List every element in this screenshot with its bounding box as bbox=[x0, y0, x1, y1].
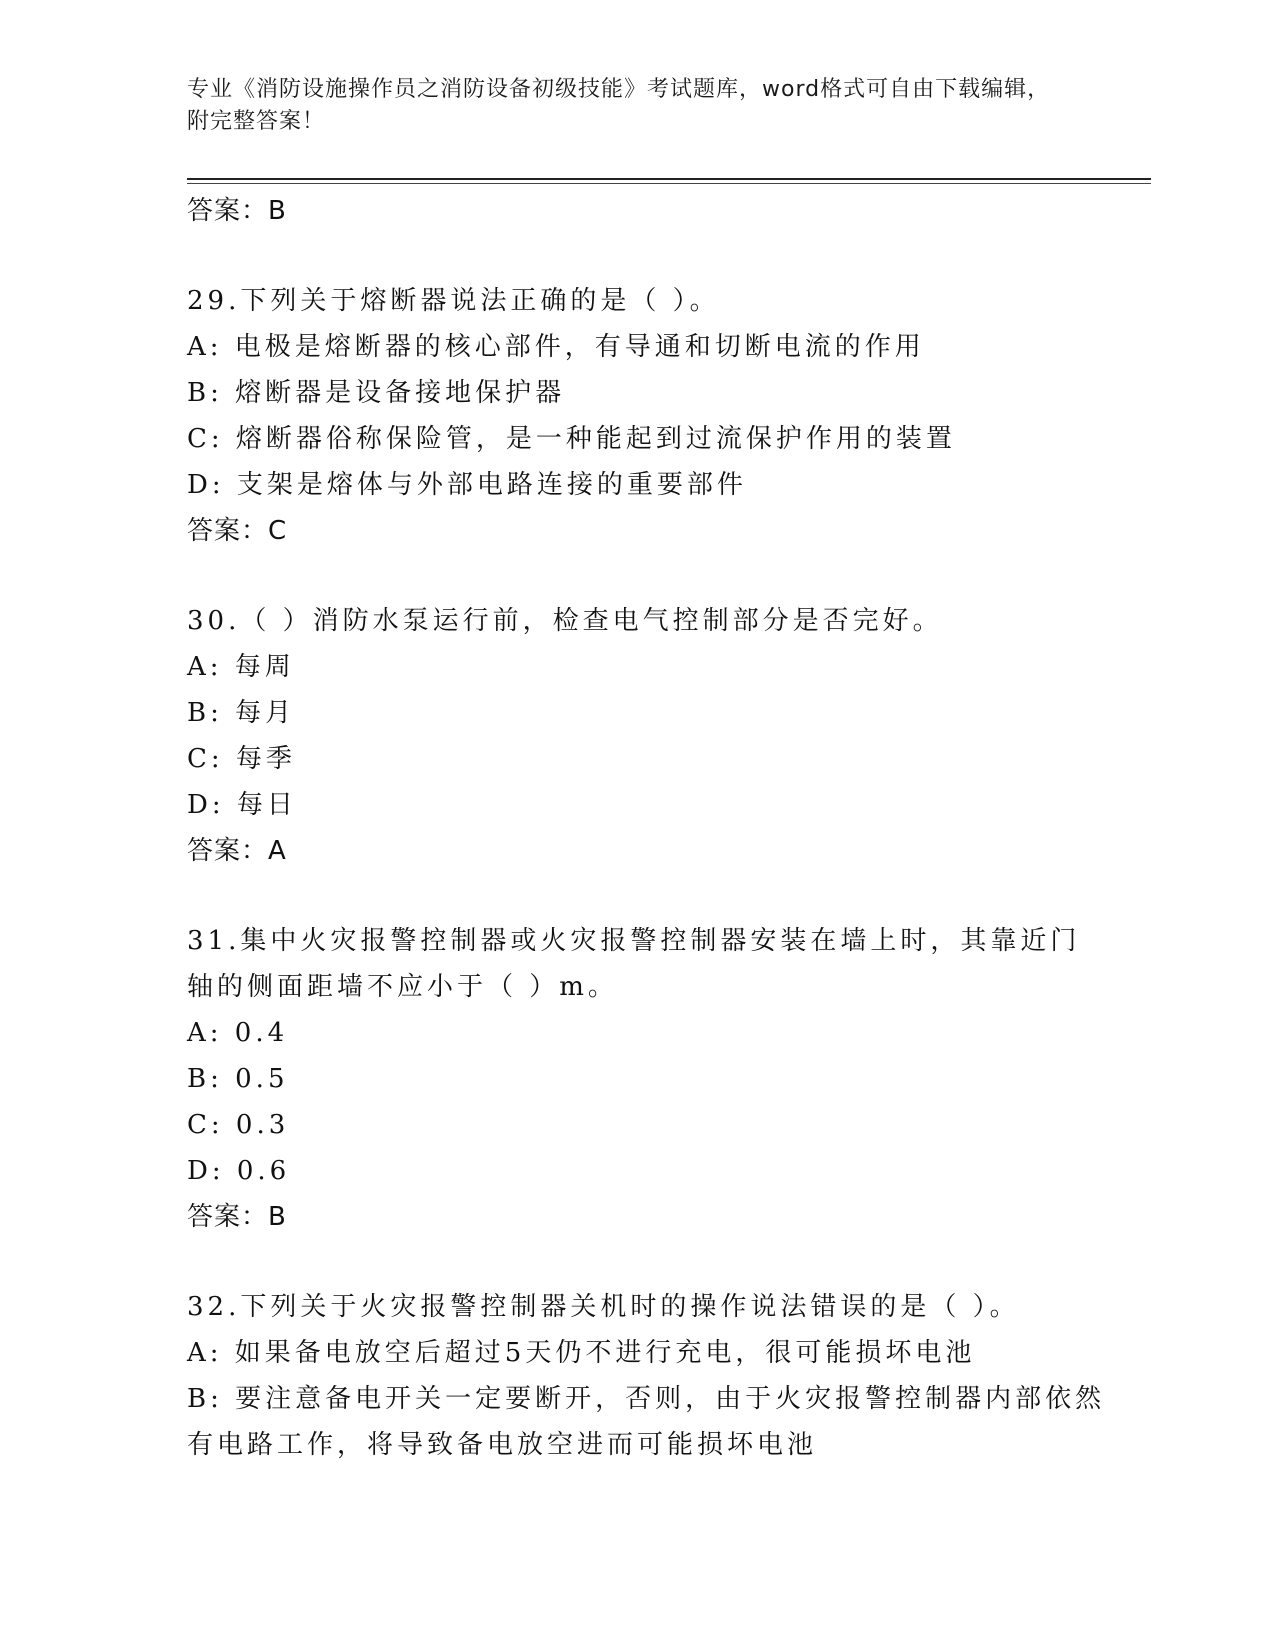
answer: 答案：C bbox=[187, 516, 288, 546]
document-title: 专业《消防设施操作员之消防设备初级技能》考试题库，word格式可自由下载编辑，附完整答案！ bbox=[187, 77, 1051, 134]
header-divider-secondary bbox=[187, 183, 1151, 184]
option-c: C: 每季 bbox=[187, 744, 296, 774]
question-stem: 30.（ ）消防水泵运行前，检查电气控制部分是否完好。 bbox=[187, 606, 943, 636]
option-b: B: 熔断器是设备接地保护器 bbox=[187, 378, 566, 408]
option-a: A: 每周 bbox=[187, 652, 295, 682]
question-stem: 32.下列关于火灾报警控制器关机时的操作说法错误的是（ ）。 bbox=[187, 1292, 1020, 1322]
option-b: B: 每月 bbox=[187, 698, 296, 728]
option-a: A: 如果备电放空后超过5天仍不进行充电，很可能损坏电池 bbox=[187, 1338, 976, 1368]
option-d: D: 支架是熔体与外部电路连接的重要部件 bbox=[187, 470, 747, 500]
option-c: C: 熔断器俗称保险管，是一种能起到过流保护作用的装置 bbox=[187, 424, 956, 454]
option-d: D: 0.6 bbox=[187, 1156, 291, 1186]
header-divider bbox=[187, 178, 1151, 180]
question-list bbox=[187, 186, 1107, 1468]
question-29 bbox=[187, 278, 1107, 554]
question-stem: 29.下列关于熔断器说法正确的是（ ）。 bbox=[187, 286, 720, 316]
question-30 bbox=[187, 598, 1107, 874]
page-header bbox=[187, 74, 1067, 138]
option-c: C: 0.3 bbox=[187, 1110, 290, 1140]
option-a: A: 0.4 bbox=[187, 1018, 289, 1048]
option-b: B: 0.5 bbox=[187, 1064, 289, 1094]
question-31 bbox=[187, 918, 1107, 1240]
option-b: B: 要注意备电开关一定要断开，否则，由于火灾报警控制器内部依然有电路工作，将导致备电放空进而可能损坏电池 bbox=[187, 1384, 1106, 1460]
option-a: A: 电极是熔断器的核心部件，有导通和切断电流的作用 bbox=[187, 332, 925, 362]
previous-answer: 答案：B bbox=[187, 196, 287, 226]
question-stem: 31.集中火灾报警控制器或火灾报警控制器安装在墙上时，其靠近门轴的侧面距墙不应小于（ ）m。 bbox=[187, 926, 1081, 1002]
question-32 bbox=[187, 1284, 1107, 1468]
option-d: D: 每日 bbox=[187, 790, 297, 820]
answer: 答案：A bbox=[187, 836, 287, 866]
answer: 答案：B bbox=[187, 1202, 287, 1232]
